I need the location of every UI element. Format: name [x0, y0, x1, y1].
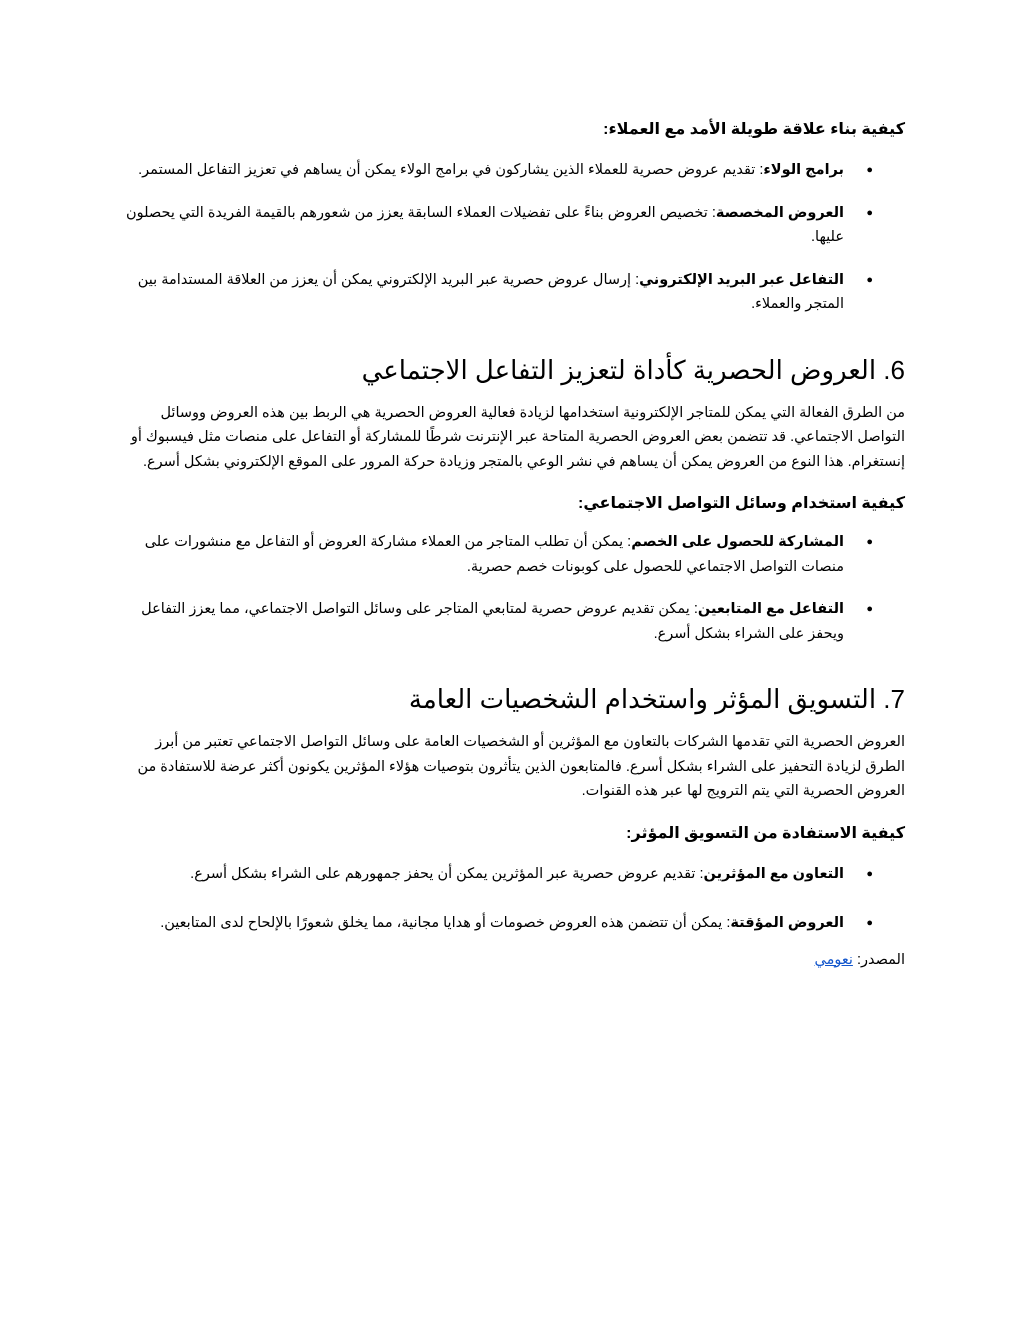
source-label: المصدر:: [852, 951, 905, 968]
influencer-list: [115, 862, 905, 936]
list-item: [115, 911, 905, 936]
bullet-icon: ●: [866, 273, 873, 286]
bullet-text: : تقديم عروض حصرية عبر المؤثرين يمكن أن يحفز جمهورهم على الشراء بشكل أسرع.: [190, 865, 704, 882]
list-item: [115, 268, 905, 317]
relationship-list: [115, 158, 905, 317]
list-item: [115, 201, 905, 250]
bullet-term: العروض المؤقتة: [730, 915, 844, 931]
relationship-heading: كيفية بناء علاقة طويلة الأمد مع العملاء:: [603, 121, 905, 138]
bullet-text: : إرسال عروض حصرية عبر البريد الإلكتروني يمكن أن يعزز من العلاقة المستدامة بين المتجر والعملاء.: [137, 271, 844, 312]
bullet-text: : يمكن أن تتضمن هذه العروض خصومات أو هدايا مجانية، مما يخلق شعورًا بالإلحاح لدى المتابعين.: [160, 915, 731, 931]
bullet-text: : تخصيص العروض بناءً على تفضيلات العملاء السابقة يعزز من شعورهم بالقيمة الفريدة التي يحصلون عليها.: [125, 204, 844, 245]
bullet-term: المشاركة للحصول على الخصم: [631, 534, 844, 550]
social-media-heading: كيفية استخدام وسائل التواصل الاجتماعي:: [578, 495, 905, 512]
source-link[interactable]: نعومي: [814, 951, 853, 968]
list-item: [115, 862, 905, 887]
list-item: [115, 530, 905, 579]
bullet-term: التفاعل عبر البريد الإلكتروني: [639, 271, 844, 288]
bullet-term: برامج الولاء: [763, 162, 844, 178]
source-line: [115, 948, 905, 973]
bullet-icon: ●: [866, 536, 873, 548]
bullet-text: : يمكن أن تطلب المتاجر من العملاء مشاركة العروض أو التفاعل مع منشورات على منصات التواصل الاجتماعي للحصول على كوبونات خصم حصرية.: [144, 534, 844, 575]
bullet-text: : يمكن تقديم عروض حصرية لمتابعي المتاجر على وسائل التواصل الاجتماعي، مما يعزز التفاعل ويحفز على الشراء بشكل أسرع.: [141, 601, 844, 642]
section-7-title: 7. التسويق المؤثر واستخدام الشخصيات العامة: [408, 684, 905, 714]
bullet-term: التعاون مع المؤثرين: [703, 865, 844, 882]
bullet-icon: ●: [866, 603, 873, 615]
bullet-icon: ●: [866, 206, 873, 219]
bullet-term: العروض المخصصة: [715, 204, 844, 221]
bullet-icon: ●: [866, 164, 873, 176]
bullet-term: التفاعل مع المتابعين: [697, 601, 844, 617]
list-item: [115, 597, 905, 646]
section-6-paragraph: من الطرق الفعالة التي يمكن للمتاجر الإلكترونية استخدامها لزيادة فعالية العروض الحصرية هي الربط بين هذه العروض ووسائل التواصل الاجتماعي. قد تتضمن بعض العروض الحصرية المتاحة عبر الإنترنت شرطًا للمشاركة أو التفاعل على منصات مثل فيسبوك أو إنستغرام. هذا النوع من العروض يمكن أن يساهم في نشر الوعي بالمتجر وزيادة حركة المرور على الموقع الإلكتروني بشكل أسرع.: [130, 404, 905, 470]
bullet-icon: ●: [866, 867, 873, 880]
bullet-text: : تقديم عروض حصرية للعملاء الذين يشاركون في برامج الولاء يمكن أن يساهم في تعزيز التفاعل المستمر.: [138, 162, 764, 178]
list-item: [115, 158, 905, 183]
social-media-list: [115, 530, 905, 646]
section-6-title: 6. العروض الحصرية كأداة لتعزيز التفاعل الاجتماعي: [361, 354, 905, 385]
document-content: [115, 118, 905, 972]
section-7-paragraph: العروض الحصرية التي تقدمها الشركات بالتعاون مع المؤثرين أو الشخصيات العامة على وسائل التواصل الاجتماعي تعتبر من أبرز الطرق لزيادة التحفيز على الشراء بشكل أسرع. فالمتابعون الذين يتأثرون بتوصيات هؤلاء المؤثرين يكونون أكثر عرضة للاستفادة من العروض الحصرية التي يتم الترويج لها عبر هذه القنوات.: [137, 734, 905, 799]
influencer-heading: كيفية الاستفادة من التسويق المؤثر:: [626, 824, 905, 842]
bullet-icon: ●: [866, 917, 873, 929]
